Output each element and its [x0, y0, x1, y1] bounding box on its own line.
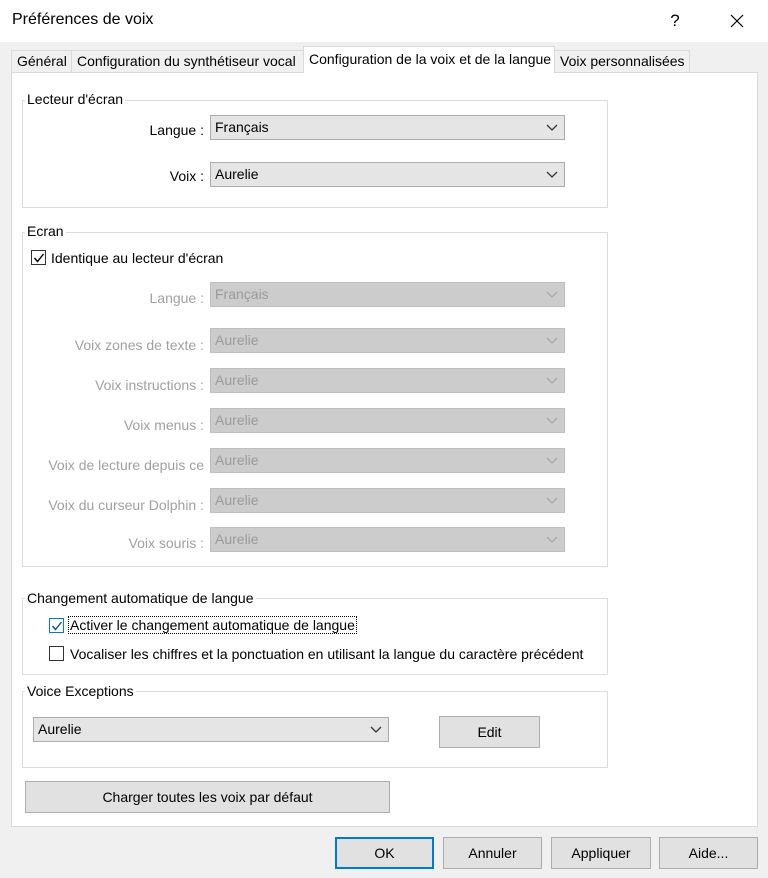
dolphin-cursor-voice-value: Aurelie — [215, 492, 259, 508]
title-bar — [0, 0, 768, 42]
auto-language-group — [22, 598, 608, 675]
screen-reader-language-value: Français — [215, 119, 269, 135]
voice-exceptions-select[interactable] — [33, 717, 389, 742]
chevron-down-icon — [370, 723, 382, 735]
screen-language-value: Français — [215, 286, 269, 302]
menus-voice-value: Aurelie — [215, 412, 259, 428]
tab-voice-language-config[interactable]: Configuration de la voix et de la langue — [303, 46, 555, 73]
text-zones-voice-value: Aurelie — [215, 332, 259, 348]
auto-language-legend: Changement automatique de langue — [27, 590, 254, 606]
chevron-down-icon — [546, 533, 558, 545]
cancel-button[interactable]: Annuler — [443, 837, 542, 869]
chevron-down-icon — [546, 334, 558, 346]
dolphin-cursor-voice-select — [210, 488, 565, 513]
tab-general[interactable]: Général — [11, 50, 72, 73]
same-as-reader-checkbox[interactable] — [31, 250, 46, 265]
reading-voice-value: Aurelie — [215, 452, 259, 468]
reading-voice-select — [210, 448, 565, 473]
mouse-voice-label: Voix souris : — [128, 535, 204, 551]
window-title: Préférences de voix — [12, 11, 154, 28]
close-button[interactable] — [712, 0, 762, 42]
screen-reader-voice-value: Aurelie — [215, 166, 259, 182]
tab-synthesizer-config[interactable]: Configuration du synthétiseur vocal — [71, 50, 304, 73]
dolphin-cursor-voice-label: Voix du curseur Dolphin : — [48, 497, 204, 513]
punctuation-language-label: Vocaliser les chiffres et la ponctuation en utilisant la langue du caractère précédent — [70, 646, 584, 662]
chevron-down-icon — [546, 414, 558, 426]
checkmark-icon — [51, 620, 63, 632]
chevron-down-icon — [546, 374, 558, 386]
chevron-down-icon — [546, 494, 558, 506]
help-icon[interactable]: ? — [670, 11, 680, 30]
chevron-down-icon — [546, 121, 558, 133]
chevron-down-icon — [546, 454, 558, 466]
instructions-voice-select — [210, 368, 565, 393]
apply-button[interactable]: Appliquer — [551, 837, 651, 869]
ok-button[interactable]: OK — [335, 837, 434, 869]
text-zones-voice-select — [210, 328, 565, 353]
reading-voice-label: Voix de lecture depuis ce — [48, 457, 204, 473]
screen-reader-language-label: Langue : — [149, 122, 204, 138]
screen-reader-legend: Lecteur d'écran — [27, 91, 124, 107]
checkmark-icon — [33, 252, 45, 264]
screen-language-label: Langue : — [149, 290, 204, 306]
tab-custom-voices[interactable]: Voix personnalisées — [554, 50, 690, 73]
auto-language-label: Activer le changement automatique de langue — [70, 617, 355, 633]
edit-button[interactable]: Edit — [439, 716, 540, 748]
screen-reader-voice-label: Voix : — [169, 168, 204, 184]
screen-legend: Ecran — [27, 223, 64, 239]
close-icon — [730, 14, 744, 28]
voice-exceptions-legend: Voice Exceptions — [27, 683, 134, 699]
auto-language-checkbox[interactable] — [49, 618, 64, 633]
punctuation-language-checkbox[interactable] — [49, 646, 64, 661]
chevron-down-icon — [546, 168, 558, 180]
screen-language-select — [210, 282, 565, 307]
menus-voice-select — [210, 408, 565, 433]
menus-voice-label: Voix menus : — [123, 417, 204, 433]
mouse-voice-value: Aurelie — [215, 531, 259, 547]
voice-exceptions-value: Aurelie — [38, 721, 82, 737]
instructions-voice-label: Voix instructions : — [95, 377, 204, 393]
mouse-voice-select — [210, 527, 565, 552]
instructions-voice-value: Aurelie — [215, 372, 259, 388]
help-button[interactable]: Aide... — [659, 837, 758, 869]
same-as-reader-label: Identique au lecteur d'écran — [51, 250, 224, 266]
load-defaults-button[interactable]: Charger toutes les voix par défaut — [25, 781, 390, 813]
text-zones-voice-label: Voix zones de texte : — [74, 337, 204, 353]
screen-reader-language-select[interactable] — [210, 115, 565, 140]
screen-reader-voice-select[interactable] — [210, 162, 565, 187]
chevron-down-icon — [546, 288, 558, 300]
